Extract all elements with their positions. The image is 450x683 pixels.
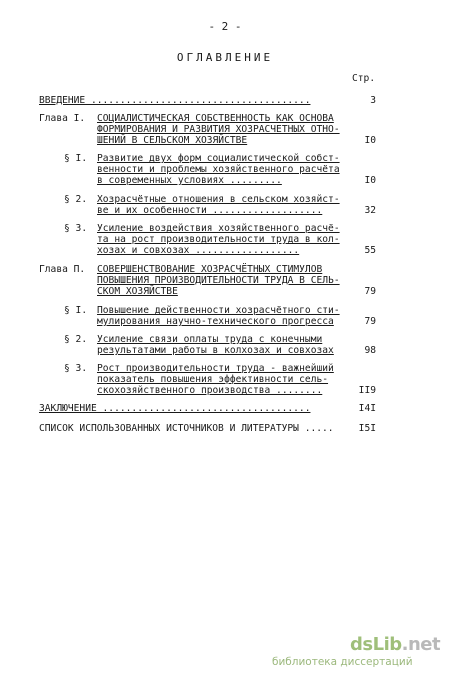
toc-section-1-1-line-1: Развитие двух форм социалистической собст- [97, 153, 340, 164]
toc-section-2-3-page: II9 [358, 385, 376, 396]
toc-section-1-2-line-2: ве и их особенности ................... [97, 205, 323, 216]
toc-section-1-2-line-1: Хозрасчётные отношения в сельском хозяйст- [97, 194, 340, 205]
toc-section-2-3-line-1: Рост производительности труда - важнейший [97, 363, 334, 374]
toc-section-1-1-label: § I. [64, 153, 88, 164]
toc-section-1-1-line-3: в современных условиях ......... [97, 175, 282, 186]
toc-section-2-3-line-2: показатель повышения эффективности сель- [97, 374, 329, 385]
toc-chapter-1-line-3: ШЕНИЙ В СЕЛЬСКОМ ХОЗЯЙСТВЕ [97, 135, 248, 146]
toc-section-1-3-line-1: Усиление воздействия хозяйственного расчё- [97, 223, 340, 234]
toc-bibliography-page: I5I [358, 423, 376, 434]
toc-section-1-3-label: § 3. [64, 223, 88, 234]
toc-bibliography-title: СПИСОК ИСПОЛЬЗОВАННЫХ ИСТОЧНИКОВ И ЛИТЕРАТУРЫ ..... [39, 423, 334, 434]
toc-chapter-2-line-1: СОВЕРШЕНСТВОВАНИЕ ХОЗРАСЧЁТНЫХ СТИМУЛОВ [97, 264, 323, 275]
toc-section-2-1-label: § I. [64, 305, 88, 316]
page-number: - 2 - [208, 20, 242, 33]
toc-entry-intro-title: ВВЕДЕНИЕ ...................................... [39, 95, 311, 106]
toc-entry-intro-page: 3 [370, 95, 376, 106]
toc-chapter-1-line-2: ФОРМИРОВАНИЯ И РАЗВИТИЯ ХОЗРАСЧЕТНЫХ ОТНО- [97, 124, 340, 135]
toc-section-2-2-page: 98 [364, 345, 376, 356]
toc-section-1-1-line-2: венности и проблемы хозяйственного расчёта [97, 164, 340, 175]
toc-chapter-2-page: 79 [364, 286, 376, 297]
toc-chapter-1-page: I0 [364, 135, 376, 146]
toc-section-1-2-page: 32 [364, 205, 376, 216]
toc-chapter-1-label: Глава I. [39, 113, 86, 124]
toc-conclusion-page: I4I [358, 403, 376, 414]
toc-chapter-1-line-1: СОЦИАЛИСТИЧЕСКАЯ СОБСТВЕННОСТЬ КАК ОСНОВА [97, 113, 334, 124]
watermark-subtitle: библиотека диссертаций [272, 656, 413, 668]
toc-section-2-1-page: 79 [364, 316, 376, 327]
toc-section-1-3-line-2: та на рост производительности труда в кол- [97, 234, 340, 245]
pages-column-header: Стр. [352, 73, 376, 84]
toc-section-2-1-line-1: Повышение действенности хозрасчётного сти- [97, 305, 340, 316]
watermark-logo [350, 634, 441, 655]
toc-heading: ОГЛАВЛЕНИЕ [176, 51, 274, 64]
watermark-logo-name: dsLib [350, 634, 402, 655]
watermark-logo-tld: .net [401, 634, 441, 655]
toc-section-2-3-label: § 3. [64, 363, 88, 374]
toc-chapter-2-line-3: СКОМ ХОЗЯЙСТВЕ [97, 286, 178, 297]
toc-section-1-1-page: I0 [364, 175, 376, 186]
toc-section-2-2-line-1: Усиление связи оплаты труда с конечными [97, 334, 323, 345]
toc-section-2-1-line-2: мулирования научно-технического прогресса [97, 316, 334, 327]
toc-conclusion-title: ЗАКЛЮЧЕНИЕ .................................... [39, 403, 311, 414]
toc-chapter-2-label: Глава П. [39, 264, 86, 275]
toc-section-2-2-label: § 2. [64, 334, 88, 345]
toc-section-1-3-line-3: хозах и совхозах .................. [97, 245, 300, 256]
toc-section-2-3-line-3: скохозяйственного производства ........ [97, 385, 323, 396]
toc-section-1-3-page: 55 [364, 245, 376, 256]
toc-section-2-2-line-2: результатами работы в колхозах и совхозах [97, 345, 334, 356]
toc-section-1-2-label: § 2. [64, 194, 88, 205]
toc-chapter-2-line-2: ПОВЫШЕНИЯ ПРОИЗВОДИТЕЛЬНОСТИ ТРУДА В СЕЛЬ- [97, 275, 340, 286]
